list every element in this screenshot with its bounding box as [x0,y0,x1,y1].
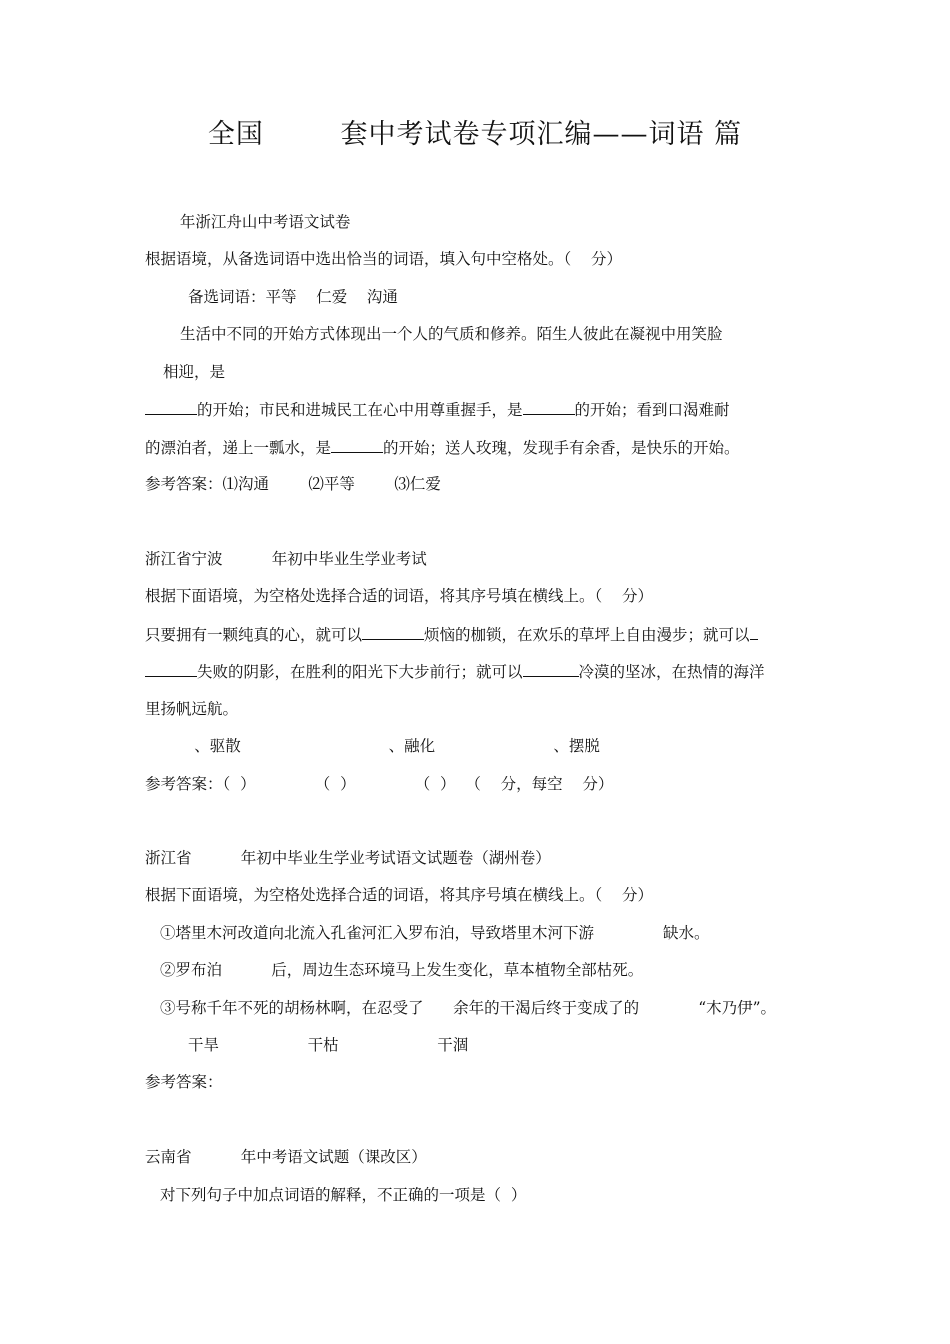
section-2-passage-line-1: 只要拥有一颗纯真的心，就可以 烦恼的枷锁，在欢乐的草坪上自由漫步；就可以 [145,624,758,645]
section-2-options: 、驱散 、融化 、摆脱 [145,737,600,755]
section-1-passage-line-1: 生活中不同的开始方式体现出一个人的气质和修养。陌生人彼此在凝视中用笑脸 [180,325,723,343]
section-1-header: 年浙江舟山中考语文试卷 [170,213,351,231]
section-3-answer: 参考答案： [145,1073,223,1091]
section-1-question: 根据语境，从备选词语中选出恰当的词语，填入句中空格处。（ 分） [145,250,622,268]
section-1-passage-line-3: 的开始；市民和进城民工在心中用尊重握手，是 的开始；看到口渴难耐 [145,399,730,420]
answer-blank [523,399,575,415]
page-title: 全国 套中考试卷专项汇编——词语 篇 [207,119,743,150]
answer-blank [523,661,579,677]
section-3-item-2: ②罗布泊 后，周边生态环境马上发生变化，草本植物全部枯死。 [160,961,644,979]
section-1-answer: 参考答案：⑴沟通 ⑵平等 ⑶仁爱 [145,475,441,493]
section-2-answer: 参考答案：（ ） （ ） （ ） （ 分，每空 分） [145,775,614,793]
answer-blank [145,661,197,677]
section-2-passage-line-3: 里扬帆远航。 [145,700,239,718]
section-1-passage-line-4: 的漂泊者，递上一瓢水，是 的开始；送人玫瑰，发现手有余香，是快乐的开始。 [145,439,740,457]
section-3-question: 根据下面语境，为空格处选择合适的词语，将其序号填在横线上。（ 分） [145,886,653,904]
section-2-question: 根据下面语境，为空格处选择合适的词语，将其序号填在横线上。（ 分） [145,587,653,605]
section-2-passage-line-2: 失败的阴影，在胜利的阳光下大步前行；就可以 冷漠的坚冰，在热情的海洋 [145,661,765,682]
section-3-item-1: ①塔里木河改道向北流入孔雀河汇入罗布泊，导致塔里木河下游 缺水。 [160,924,710,942]
section-1-passage-line-2: 相迎，是 [163,363,226,381]
answer-blank [145,399,197,415]
section-4-question: 对下列句子中加点词语的解释，不正确的一项是（ ） [160,1186,527,1204]
section-1-choices: 备选词语：平等 仁爱 沟通 [188,288,398,306]
answer-blank [750,624,758,640]
section-3-item-3: ③号称千年不死的胡杨林啊，在忍受了 余年的干渴后终于变成了的 “木乃伊”。 [160,999,777,1017]
section-3-options: 干旱 干枯 干涸 [188,1036,469,1054]
answer-blank [331,437,383,453]
answer-blank [362,624,424,640]
section-2-header: 浙江省宁波 年初中毕业生学业考试 [145,550,427,568]
section-4-header: 云南省 年中考语文试题（课改区） [145,1148,427,1166]
section-3-header: 浙江省 年初中毕业生学业考试语文试题卷（湖州卷） [145,849,551,867]
